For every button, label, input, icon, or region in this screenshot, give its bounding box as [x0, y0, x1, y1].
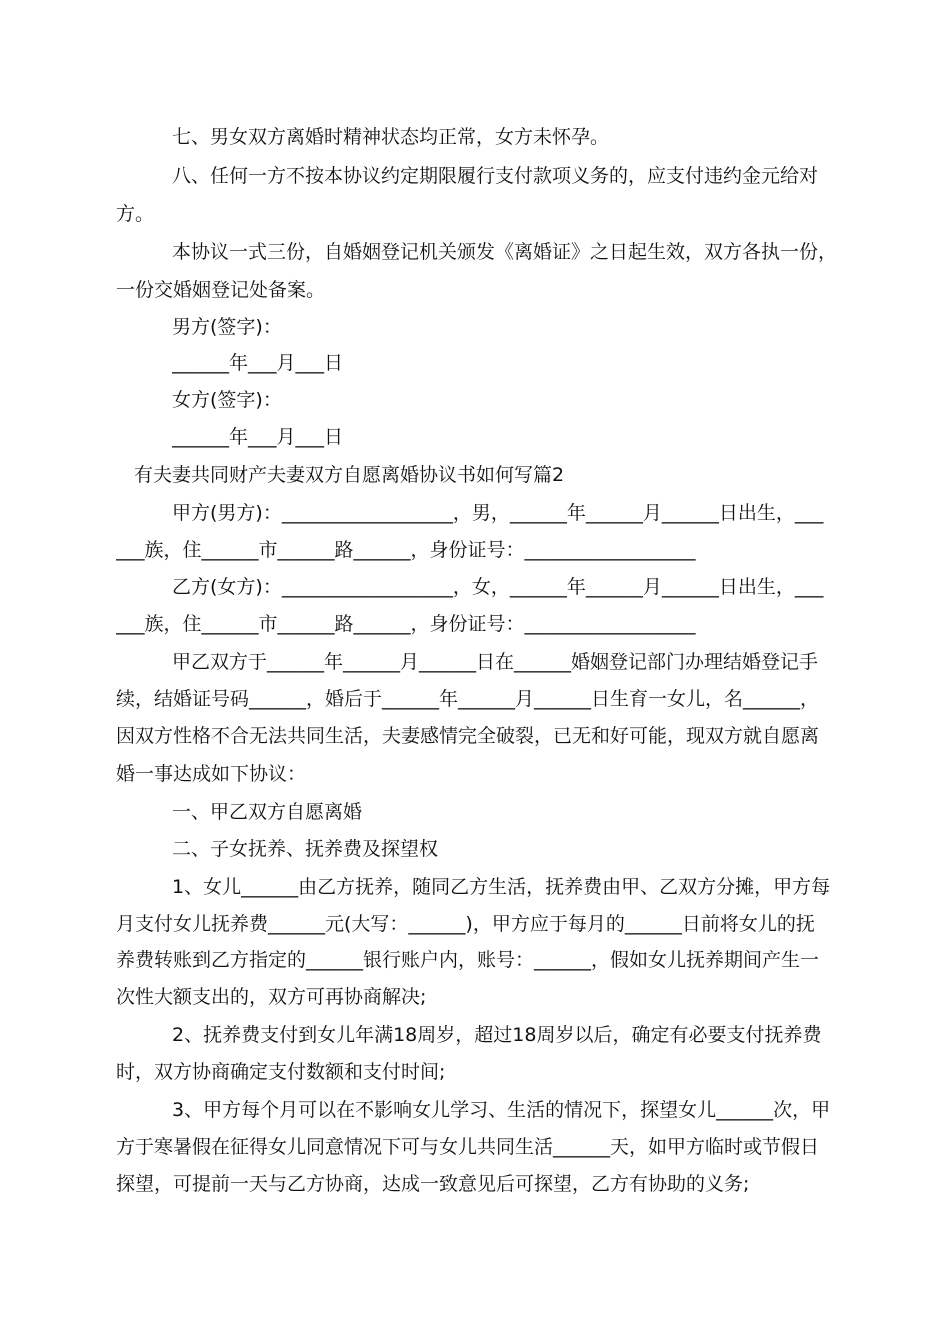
copies-line-2: 一份交婚姻登记处备案。 [116, 279, 326, 301]
intro-line-4: 婚一事达成如下协议： [116, 763, 307, 785]
male-signature-label: 男方(签字)： [172, 316, 282, 338]
clause-7: 七、男女双方离婚时精神状态均正常，女方未怀孕。 [172, 126, 610, 148]
item-1-line-1: 1、女儿______由乙方抚养，随同乙方生活，抚养费由甲、乙双方分摊，甲方每 [172, 876, 831, 898]
item-3-line-1: 3、甲方每个月可以在不影响女儿学习、生活的情况下，探望女儿______次，甲 [172, 1099, 831, 1121]
clause-8-line-1: 八、任何一方不按本协议约定期限履行支付款项义务的，应支付违约金元给对 [172, 165, 819, 187]
item-1-line-3: 养费转账到乙方指定的______银行账户内，账号：______，假如女儿抚养期间产生一 [116, 949, 820, 971]
intro-line-2: 续，结婚证号码______，婚后于______年______月______日生育一女儿，名______， [116, 688, 820, 710]
item-2-line-2: 时，双方协商确定支付数额和支付时间; [116, 1061, 446, 1083]
intro-line-3: 因双方性格不合无法共同生活，夫妻感情完全破裂，已无和好可能，现双方就自愿离 [116, 725, 820, 747]
section-title: 有夫妻共同财产夫妻双方自愿离婚协议书如何写篇2 [134, 464, 565, 486]
copies-line-1: 本协议一式三份，自婚姻登记机关颁发《离婚证》之日起生效，双方各执一份， [172, 241, 838, 263]
clause-8-line-2: 方。 [116, 203, 155, 225]
item-3-line-2: 方于寒暑假在征得女儿同意情况下可与女儿共同生活______天，如甲方临时或节假日 [116, 1136, 820, 1158]
item-2-line-1: 2、抚养费支付到女儿年满18周岁，超过18周岁以后，确定有必要支付抚养费 [172, 1024, 822, 1046]
item-3-line-3: 探望，可提前一天与乙方协商，达成一致意见后可探望，乙方有协助的义务; [116, 1173, 750, 1195]
party-a-line-2: ___族，住______市______路______，身份证号：__________________ [116, 539, 696, 561]
male-signature-date: ______年___月___日 [172, 352, 344, 374]
party-a-line-1: 甲方(男方)：__________________，男，______年______月______日出生，___ [172, 502, 824, 524]
intro-line-1: 甲乙双方于______年______月______日在______婚姻登记部门办理结婚登记手 [172, 651, 819, 673]
party-b-line-2: ___族，住______市______路______，身份证号：__________________ [116, 613, 696, 635]
female-signature-label: 女方(签字)： [172, 389, 282, 411]
article-2-heading: 二、子女抚养、抚养费及探望权 [172, 838, 439, 860]
party-b-line-1: 乙方(女方)：__________________，女，______年______月______日出生，___ [172, 576, 824, 598]
article-1: 一、甲乙双方自愿离婚 [172, 801, 363, 823]
item-1-line-4: 次性大额支出的，双方可再协商解决; [116, 986, 427, 1008]
item-1-line-2: 月支付女儿抚养费______元(大写：______)，甲方应于每月的______日前将女儿的抚 [116, 913, 815, 935]
female-signature-date: ______年___月___日 [172, 426, 344, 448]
